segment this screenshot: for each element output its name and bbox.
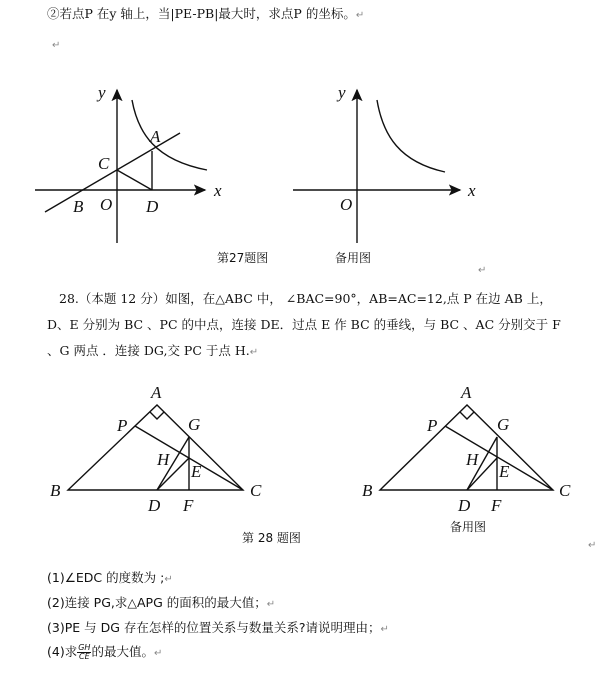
label-x-backup: x: [468, 181, 476, 200]
label-x: x: [214, 181, 222, 200]
label-O: O: [100, 195, 113, 214]
label-G-28: G: [188, 415, 201, 434]
segment-CD: [117, 170, 152, 190]
label-C: C: [98, 154, 110, 173]
label-A: A: [150, 127, 161, 146]
label-B: B: [73, 197, 84, 216]
fraction-gh-ce: $\frac{GH}{CE}$: [78, 643, 91, 661]
label-E-28b: E: [499, 462, 510, 481]
right-angle-mark-backup: [460, 412, 474, 419]
question-1: (1)∠EDC 的度数为 ;↵: [47, 570, 173, 585]
graph-27-backup: [293, 90, 460, 243]
triangle-28-main: [68, 405, 243, 490]
label-H-28b: H: [466, 450, 479, 469]
q28-text: 28.（本题 12 分）如图，在△ABC 中， ∠BAC=90°，AB=AC=12,点 P 在边 AB 上， D、E 分别为 BC 、PC 的中点，连接 DE．过点 E 作 BC 的垂线，与 BC 、AC 分别交于 F 、G 两点 ．连接 DG,交 PC 于点 H.↵: [47, 291, 561, 358]
label-F-28: F: [183, 496, 194, 515]
label-P-28: P: [117, 416, 128, 435]
figure-28: [0, 380, 611, 560]
fig27-caption: 第27题图: [217, 251, 269, 265]
label-D-28: D: [148, 496, 161, 515]
label-A-28b: A: [461, 383, 472, 402]
return-mark: ↵: [52, 40, 61, 51]
question-2: (2)连接 PG,求△APG 的面积的最大值；↵: [47, 595, 276, 610]
label-y: y: [98, 83, 106, 102]
triangle-28-backup: [380, 405, 553, 490]
q27-part2-text: ②若点P 在y 轴上，当|PE-PB|最大时，求点P 的坐标。↵: [47, 6, 365, 21]
question-3: (3)PE 与 DG 存在怎样的位置关系与数量关系?请说明理由；↵: [47, 620, 389, 635]
label-A-28: A: [151, 383, 162, 402]
label-E-28: E: [191, 462, 202, 481]
return-mark: ↵: [478, 265, 487, 276]
label-y-backup: y: [338, 83, 346, 102]
label-F-28b: F: [491, 496, 502, 515]
question-4: (4)求 $\frac{GH}{CE}$ 的最大值。↵: [47, 643, 163, 661]
label-C-28b: C: [559, 481, 571, 500]
hyperbola: [132, 100, 207, 170]
return-mark: ↵: [588, 540, 597, 551]
label-B-28: B: [50, 481, 61, 500]
right-angle-mark: [150, 412, 164, 419]
label-D: D: [146, 197, 159, 216]
fig27-backup-caption: 备用图: [335, 251, 372, 265]
label-H-28: H: [157, 450, 170, 469]
label-C-28: C: [250, 481, 262, 500]
fig28-caption: 第 28 题图: [242, 531, 301, 545]
graph-27-main: [35, 90, 207, 243]
label-G-28b: G: [497, 415, 510, 434]
hyperbola-backup: [377, 100, 445, 172]
label-D-28b: D: [458, 496, 471, 515]
label-P-28b: P: [427, 416, 438, 435]
label-B-28b: B: [362, 481, 373, 500]
label-O-backup: O: [340, 195, 353, 214]
fig28-backup-caption: 备用图: [450, 520, 487, 534]
